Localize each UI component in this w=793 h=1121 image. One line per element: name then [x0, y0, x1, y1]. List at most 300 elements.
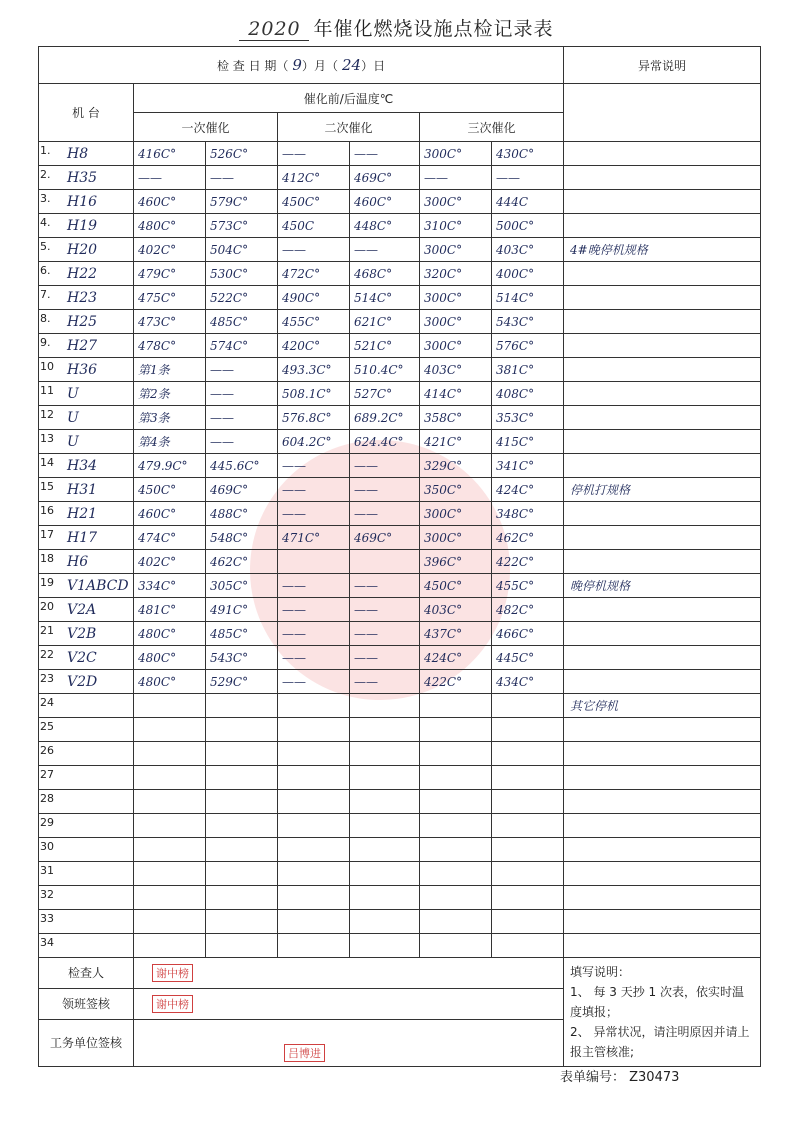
abnormal-remark[interactable] [564, 790, 761, 814]
machine-cell[interactable] [39, 478, 134, 502]
temp-cell[interactable] [278, 814, 350, 838]
temp-cell[interactable] [278, 886, 350, 910]
temp-cell[interactable]: 491C° [206, 598, 278, 622]
temp-cell[interactable]: 334C° [134, 574, 206, 598]
abnormal-remark[interactable]: 4#晚停机规格 [564, 238, 761, 262]
table-row [39, 142, 761, 166]
temp-cell[interactable]: 305C° [206, 574, 278, 598]
abnormal-remark[interactable]: 晚停机规格 [564, 574, 761, 598]
temp-cell[interactable]: 403C° [420, 598, 492, 622]
temp-cell[interactable] [134, 694, 206, 718]
temp-cell[interactable] [350, 694, 420, 718]
machine-cell[interactable] [39, 646, 134, 670]
temp-cell[interactable]: —— [350, 454, 420, 478]
temp-cell[interactable] [206, 718, 278, 742]
temp-cell[interactable]: 300C° [420, 286, 492, 310]
temp-cell[interactable]: —— [134, 166, 206, 190]
temp-cell[interactable] [492, 862, 564, 886]
temp-cell[interactable]: 475C° [134, 286, 206, 310]
temp-cell[interactable] [350, 886, 420, 910]
machine-cell[interactable] [39, 310, 134, 334]
temp-cell[interactable] [492, 742, 564, 766]
temp-cell[interactable]: 412C° [278, 166, 350, 190]
temp-cell[interactable]: 424C° [420, 646, 492, 670]
temp-cell[interactable]: 408C° [492, 382, 564, 406]
temp-cell[interactable] [420, 838, 492, 862]
temp-cell[interactable]: 468C° [350, 262, 420, 286]
temp-cell[interactable]: 300C° [420, 334, 492, 358]
row-number: 27 [40, 768, 54, 781]
abnormal-remark[interactable] [564, 598, 761, 622]
temp-cell[interactable]: 444C [492, 190, 564, 214]
temp-cell[interactable]: 445C° [492, 646, 564, 670]
temp-cell[interactable]: 300C° [420, 238, 492, 262]
temp-cell[interactable]: 448C° [350, 214, 420, 238]
temp-cell[interactable] [492, 934, 564, 958]
temp-cell[interactable]: —— [278, 670, 350, 694]
machine-cell[interactable] [39, 286, 134, 310]
temp-cell[interactable]: —— [278, 502, 350, 526]
machine-id: U [67, 385, 79, 402]
abnormal-remark[interactable] [564, 502, 761, 526]
temp-cell[interactable] [492, 694, 564, 718]
abnormal-remark[interactable]: 其它停机 [564, 694, 761, 718]
table-row [39, 622, 761, 646]
temp-cell[interactable] [278, 742, 350, 766]
temp-cell[interactable] [278, 694, 350, 718]
temp-cell[interactable]: 300C° [420, 526, 492, 550]
temp-cell[interactable] [492, 886, 564, 910]
temp-cell[interactable] [350, 718, 420, 742]
abnormal-remark[interactable] [564, 454, 761, 478]
temp-cell[interactable]: —— [350, 142, 420, 166]
temp-cell[interactable] [420, 814, 492, 838]
machine-id: H6 [67, 553, 89, 570]
machine-cell[interactable] [39, 334, 134, 358]
temp-cell[interactable]: 576C° [492, 334, 564, 358]
temp-cell[interactable] [350, 790, 420, 814]
temp-cell[interactable]: 353C° [492, 406, 564, 430]
temp-cell[interactable]: —— [278, 622, 350, 646]
temp-cell[interactable] [492, 718, 564, 742]
table-row [39, 646, 761, 670]
row-number: 6. [40, 264, 51, 277]
temp-cell[interactable] [134, 838, 206, 862]
temp-cell[interactable]: 526C° [206, 142, 278, 166]
temp-cell[interactable] [492, 910, 564, 934]
temp-cell[interactable]: 420C° [278, 334, 350, 358]
temp-cell[interactable] [492, 814, 564, 838]
temp-cell[interactable] [134, 886, 206, 910]
machine-cell[interactable] [39, 790, 134, 814]
machine-id: H36 [67, 361, 98, 378]
temp-cell[interactable] [420, 790, 492, 814]
temp-cell[interactable] [134, 790, 206, 814]
temp-cell[interactable]: —— [278, 646, 350, 670]
machine-cell[interactable] [39, 910, 134, 934]
temp-cell[interactable]: 300C° [420, 142, 492, 166]
temp-cell[interactable]: 430C° [492, 142, 564, 166]
temp-cell[interactable]: 450C [278, 214, 350, 238]
leader-signature[interactable] [134, 988, 564, 1019]
temp-cell[interactable]: 530C° [206, 262, 278, 286]
temp-cell[interactable] [278, 934, 350, 958]
temp-cell[interactable]: 548C° [206, 526, 278, 550]
temp-cell[interactable]: 396C° [420, 550, 492, 574]
abnormal-remark[interactable] [564, 838, 761, 862]
temp-cell[interactable] [278, 910, 350, 934]
temp-cell[interactable]: 514C° [492, 286, 564, 310]
temp-cell[interactable]: 462C° [206, 550, 278, 574]
temp-cell[interactable] [206, 790, 278, 814]
temp-cell[interactable]: 522C° [206, 286, 278, 310]
temp-cell[interactable] [206, 934, 278, 958]
temp-cell[interactable]: 479C° [134, 262, 206, 286]
temp-cell[interactable]: 604.2C° [278, 430, 350, 454]
temp-cell[interactable]: 434C° [492, 670, 564, 694]
unit-signature[interactable] [134, 1019, 564, 1066]
temp-cell[interactable]: 460C° [350, 190, 420, 214]
temp-cell[interactable] [350, 910, 420, 934]
abnormal-remark[interactable] [564, 214, 761, 238]
temp-cell[interactable] [134, 742, 206, 766]
machine-cell[interactable] [39, 694, 134, 718]
machine-cell[interactable] [39, 502, 134, 526]
temp-cell[interactable]: —— [278, 454, 350, 478]
abnormal-remark[interactable] [564, 766, 761, 790]
temp-cell[interactable]: —— [350, 622, 420, 646]
temp-cell[interactable]: 第3条 [134, 406, 206, 430]
temp-cell[interactable]: 480C° [134, 646, 206, 670]
abnormal-remark[interactable] [564, 814, 761, 838]
machine-cell[interactable] [39, 718, 134, 742]
machine-cell[interactable] [39, 574, 134, 598]
temp-cell[interactable] [134, 934, 206, 958]
temp-cell[interactable]: —— [350, 574, 420, 598]
abnormal-remark[interactable] [564, 550, 761, 574]
temp-cell[interactable]: 500C° [492, 214, 564, 238]
abnormal-remark[interactable] [564, 430, 761, 454]
temp-cell[interactable]: 480C° [134, 670, 206, 694]
machine-cell[interactable] [39, 670, 134, 694]
abnormal-remark[interactable] [564, 358, 761, 382]
temp-cell[interactable] [492, 790, 564, 814]
temp-cell[interactable]: 485C° [206, 310, 278, 334]
temp-cell[interactable]: 529C° [206, 670, 278, 694]
temp-cell[interactable]: 469C° [350, 526, 420, 550]
machine-cell[interactable] [39, 358, 134, 382]
temp-cell[interactable]: 689.2C° [350, 406, 420, 430]
temp-cell[interactable] [420, 886, 492, 910]
temp-cell[interactable]: 300C° [420, 190, 492, 214]
machine-cell[interactable] [39, 526, 134, 550]
abnormal-remark[interactable] [564, 886, 761, 910]
temp-cell[interactable] [420, 718, 492, 742]
temp-cell[interactable] [134, 910, 206, 934]
temp-cell[interactable]: —— [278, 478, 350, 502]
temp-cell[interactable]: 480C° [134, 622, 206, 646]
machine-cell[interactable] [39, 742, 134, 766]
temp-cell[interactable] [420, 766, 492, 790]
temp-cell[interactable] [350, 766, 420, 790]
temp-cell[interactable]: 402C° [134, 550, 206, 574]
abnormal-remark[interactable] [564, 166, 761, 190]
temp-cell[interactable]: 481C° [134, 598, 206, 622]
abnormal-remark[interactable] [564, 742, 761, 766]
temp-cell[interactable]: 400C° [492, 262, 564, 286]
temp-cell[interactable]: 348C° [492, 502, 564, 526]
temp-cell[interactable]: 第4条 [134, 430, 206, 454]
temp-cell[interactable]: —— [278, 574, 350, 598]
table-row [39, 406, 761, 430]
temp-cell[interactable]: —— [420, 166, 492, 190]
temp-cell[interactable]: 462C° [492, 526, 564, 550]
temp-cell[interactable]: 474C° [134, 526, 206, 550]
temp-cell[interactable] [350, 550, 420, 574]
abnormal-remark[interactable] [564, 910, 761, 934]
temp-cell[interactable]: 416C° [134, 142, 206, 166]
abnormal-remark[interactable] [564, 310, 761, 334]
temp-cell[interactable] [420, 934, 492, 958]
temp-cell[interactable]: 414C° [420, 382, 492, 406]
temp-cell[interactable]: 482C° [492, 598, 564, 622]
machine-id: U [67, 409, 79, 426]
temp-cell[interactable] [206, 886, 278, 910]
machine-cell[interactable] [39, 814, 134, 838]
machine-cell[interactable] [39, 142, 134, 166]
temp-cell[interactable]: —— [206, 382, 278, 406]
temp-cell[interactable]: 543C° [206, 646, 278, 670]
temp-cell[interactable]: 422C° [420, 670, 492, 694]
temp-cell[interactable]: 415C° [492, 430, 564, 454]
row-number: 34 [40, 936, 54, 949]
machine-cell[interactable] [39, 454, 134, 478]
temp-cell[interactable]: 576.8C° [278, 406, 350, 430]
temp-cell[interactable] [492, 766, 564, 790]
row-number: 15 [40, 480, 54, 493]
temp-cell[interactable] [134, 862, 206, 886]
temp-cell[interactable]: 402C° [134, 238, 206, 262]
machine-cell[interactable] [39, 382, 134, 406]
temp-cell[interactable]: 450C° [278, 190, 350, 214]
machine-cell[interactable] [39, 550, 134, 574]
temp-cell[interactable]: 574C° [206, 334, 278, 358]
temp-cell[interactable]: 466C° [492, 622, 564, 646]
temp-cell[interactable]: —— [350, 670, 420, 694]
temp-cell[interactable] [134, 766, 206, 790]
temp-cell[interactable]: 403C° [420, 358, 492, 382]
temp-cell[interactable]: 504C° [206, 238, 278, 262]
temp-header: 催化前/后温度℃ [134, 84, 564, 113]
machine-cell[interactable] [39, 766, 134, 790]
temp-cell[interactable]: 450C° [420, 574, 492, 598]
temp-cell[interactable]: 478C° [134, 334, 206, 358]
temp-cell[interactable] [420, 694, 492, 718]
temp-cell[interactable] [206, 742, 278, 766]
table-row [39, 862, 761, 886]
temp-cell[interactable]: 460C° [134, 190, 206, 214]
temp-cell[interactable]: 514C° [350, 286, 420, 310]
temp-cell[interactable] [134, 814, 206, 838]
abnormal-remark[interactable] [564, 190, 761, 214]
abnormal-remark[interactable] [564, 670, 761, 694]
machine-cell[interactable] [39, 430, 134, 454]
temp-cell[interactable] [420, 742, 492, 766]
temp-cell[interactable]: 471C° [278, 526, 350, 550]
temp-cell[interactable]: 480C° [134, 214, 206, 238]
temp-cell[interactable]: 508.1C° [278, 382, 350, 406]
machine-cell[interactable] [39, 934, 134, 958]
temp-cell[interactable]: 455C° [278, 310, 350, 334]
temp-cell[interactable]: 485C° [206, 622, 278, 646]
temp-cell[interactable]: —— [278, 598, 350, 622]
temp-cell[interactable] [350, 934, 420, 958]
temp-cell[interactable] [420, 910, 492, 934]
temp-cell[interactable]: —— [206, 166, 278, 190]
abnormal-remark[interactable] [564, 262, 761, 286]
temp-cell[interactable]: 543C° [492, 310, 564, 334]
temp-cell[interactable]: —— [278, 142, 350, 166]
temp-cell[interactable] [420, 862, 492, 886]
temp-cell[interactable] [350, 862, 420, 886]
temp-cell[interactable]: 621C° [350, 310, 420, 334]
temp-cell[interactable] [278, 766, 350, 790]
temp-cell[interactable]: 422C° [492, 550, 564, 574]
temp-cell[interactable] [206, 766, 278, 790]
temp-cell[interactable]: 341C° [492, 454, 564, 478]
machine-cell[interactable] [39, 862, 134, 886]
temp-cell[interactable]: 424C° [492, 478, 564, 502]
temp-cell[interactable]: 第1条 [134, 358, 206, 382]
temp-cell[interactable]: 329C° [420, 454, 492, 478]
table-row [39, 190, 761, 214]
abnormal-remark[interactable] [564, 718, 761, 742]
temp-cell[interactable]: 510.4C° [350, 358, 420, 382]
row-number: 26 [40, 744, 54, 757]
machine-cell[interactable] [39, 598, 134, 622]
abnormal-remark[interactable] [564, 934, 761, 958]
machine-cell[interactable] [39, 406, 134, 430]
machine-id: V1ABCD [67, 577, 129, 594]
temp-cell[interactable]: —— [350, 502, 420, 526]
abnormal-remark[interactable] [564, 142, 761, 166]
temp-cell[interactable]: 488C° [206, 502, 278, 526]
temp-cell[interactable]: 521C° [350, 334, 420, 358]
abnormal-remark[interactable] [564, 526, 761, 550]
table-row [39, 430, 761, 454]
temp-cell[interactable]: —— [206, 406, 278, 430]
temp-cell[interactable] [278, 550, 350, 574]
temp-cell[interactable]: 445.6C° [206, 454, 278, 478]
temp-cell[interactable]: —— [206, 430, 278, 454]
temp-cell[interactable]: 第2条 [134, 382, 206, 406]
temp-cell[interactable]: 350C° [420, 478, 492, 502]
temp-cell[interactable] [278, 838, 350, 862]
abnormal-remark[interactable] [564, 862, 761, 886]
temp-cell[interactable]: 300C° [420, 310, 492, 334]
abnormal-remark[interactable] [564, 334, 761, 358]
temp-cell[interactable] [350, 742, 420, 766]
temp-cell[interactable]: —— [492, 166, 564, 190]
temp-cell[interactable]: 469C° [206, 478, 278, 502]
temp-cell[interactable]: 479.9C° [134, 454, 206, 478]
machine-cell[interactable] [39, 214, 134, 238]
temp-cell[interactable]: —— [350, 478, 420, 502]
temp-cell[interactable]: 573C° [206, 214, 278, 238]
row-number: 9. [40, 336, 51, 349]
temp-cell[interactable]: —— [278, 238, 350, 262]
abnormal-remark[interactable] [564, 382, 761, 406]
temp-cell[interactable]: 300C° [420, 502, 492, 526]
machine-id: H22 [67, 265, 98, 282]
machine-cell[interactable] [39, 886, 134, 910]
abnormal-remark[interactable] [564, 622, 761, 646]
temp-cell[interactable]: 460C° [134, 502, 206, 526]
machine-cell[interactable] [39, 166, 134, 190]
temp-cell[interactable] [206, 910, 278, 934]
inspection-table [38, 46, 761, 1067]
temp-cell[interactable]: 624.4C° [350, 430, 420, 454]
temp-cell[interactable]: 310C° [420, 214, 492, 238]
temp-cell[interactable]: 437C° [420, 622, 492, 646]
temp-cell[interactable]: 579C° [206, 190, 278, 214]
temp-cell[interactable] [206, 862, 278, 886]
temp-cell[interactable]: —— [206, 358, 278, 382]
temp-cell[interactable]: 450C° [134, 478, 206, 502]
abnormal-remark[interactable] [564, 406, 761, 430]
temp-cell[interactable] [350, 838, 420, 862]
inspection-date [39, 47, 564, 84]
temp-cell[interactable]: 403C° [492, 238, 564, 262]
machine-cell[interactable] [39, 238, 134, 262]
machine-id: H25 [67, 313, 98, 330]
abnormal-remark[interactable] [564, 286, 761, 310]
temp-cell[interactable]: 320C° [420, 262, 492, 286]
temp-cell[interactable]: 473C° [134, 310, 206, 334]
temp-cell[interactable]: 421C° [420, 430, 492, 454]
machine-cell[interactable] [39, 622, 134, 646]
machine-cell[interactable] [39, 262, 134, 286]
temp-cell[interactable] [278, 790, 350, 814]
machine-cell[interactable] [39, 190, 134, 214]
temp-cell[interactable] [134, 718, 206, 742]
temp-cell[interactable] [206, 814, 278, 838]
row-number: 16 [40, 504, 54, 517]
temp-cell[interactable] [278, 862, 350, 886]
row-number: 20 [40, 600, 54, 613]
temp-cell[interactable]: —— [350, 598, 420, 622]
temp-cell[interactable] [206, 838, 278, 862]
temp-cell[interactable] [278, 718, 350, 742]
temp-cell[interactable]: —— [350, 646, 420, 670]
temp-cell[interactable]: 472C° [278, 262, 350, 286]
abnormal-remark[interactable] [564, 646, 761, 670]
temp-cell[interactable] [350, 814, 420, 838]
temp-cell[interactable]: 527C° [350, 382, 420, 406]
temp-cell[interactable] [492, 838, 564, 862]
temp-cell[interactable]: —— [350, 238, 420, 262]
inspector-signature[interactable] [134, 958, 564, 989]
temp-cell[interactable]: 358C° [420, 406, 492, 430]
temp-cell[interactable]: 469C° [350, 166, 420, 190]
abnormal-remark[interactable]: 停机打规格 [564, 478, 761, 502]
temp-cell[interactable]: 493.3C° [278, 358, 350, 382]
temp-cell[interactable]: 490C° [278, 286, 350, 310]
temp-cell[interactable]: 455C° [492, 574, 564, 598]
temp-cell[interactable] [206, 694, 278, 718]
machine-cell[interactable] [39, 838, 134, 862]
temp-cell[interactable]: 381C° [492, 358, 564, 382]
